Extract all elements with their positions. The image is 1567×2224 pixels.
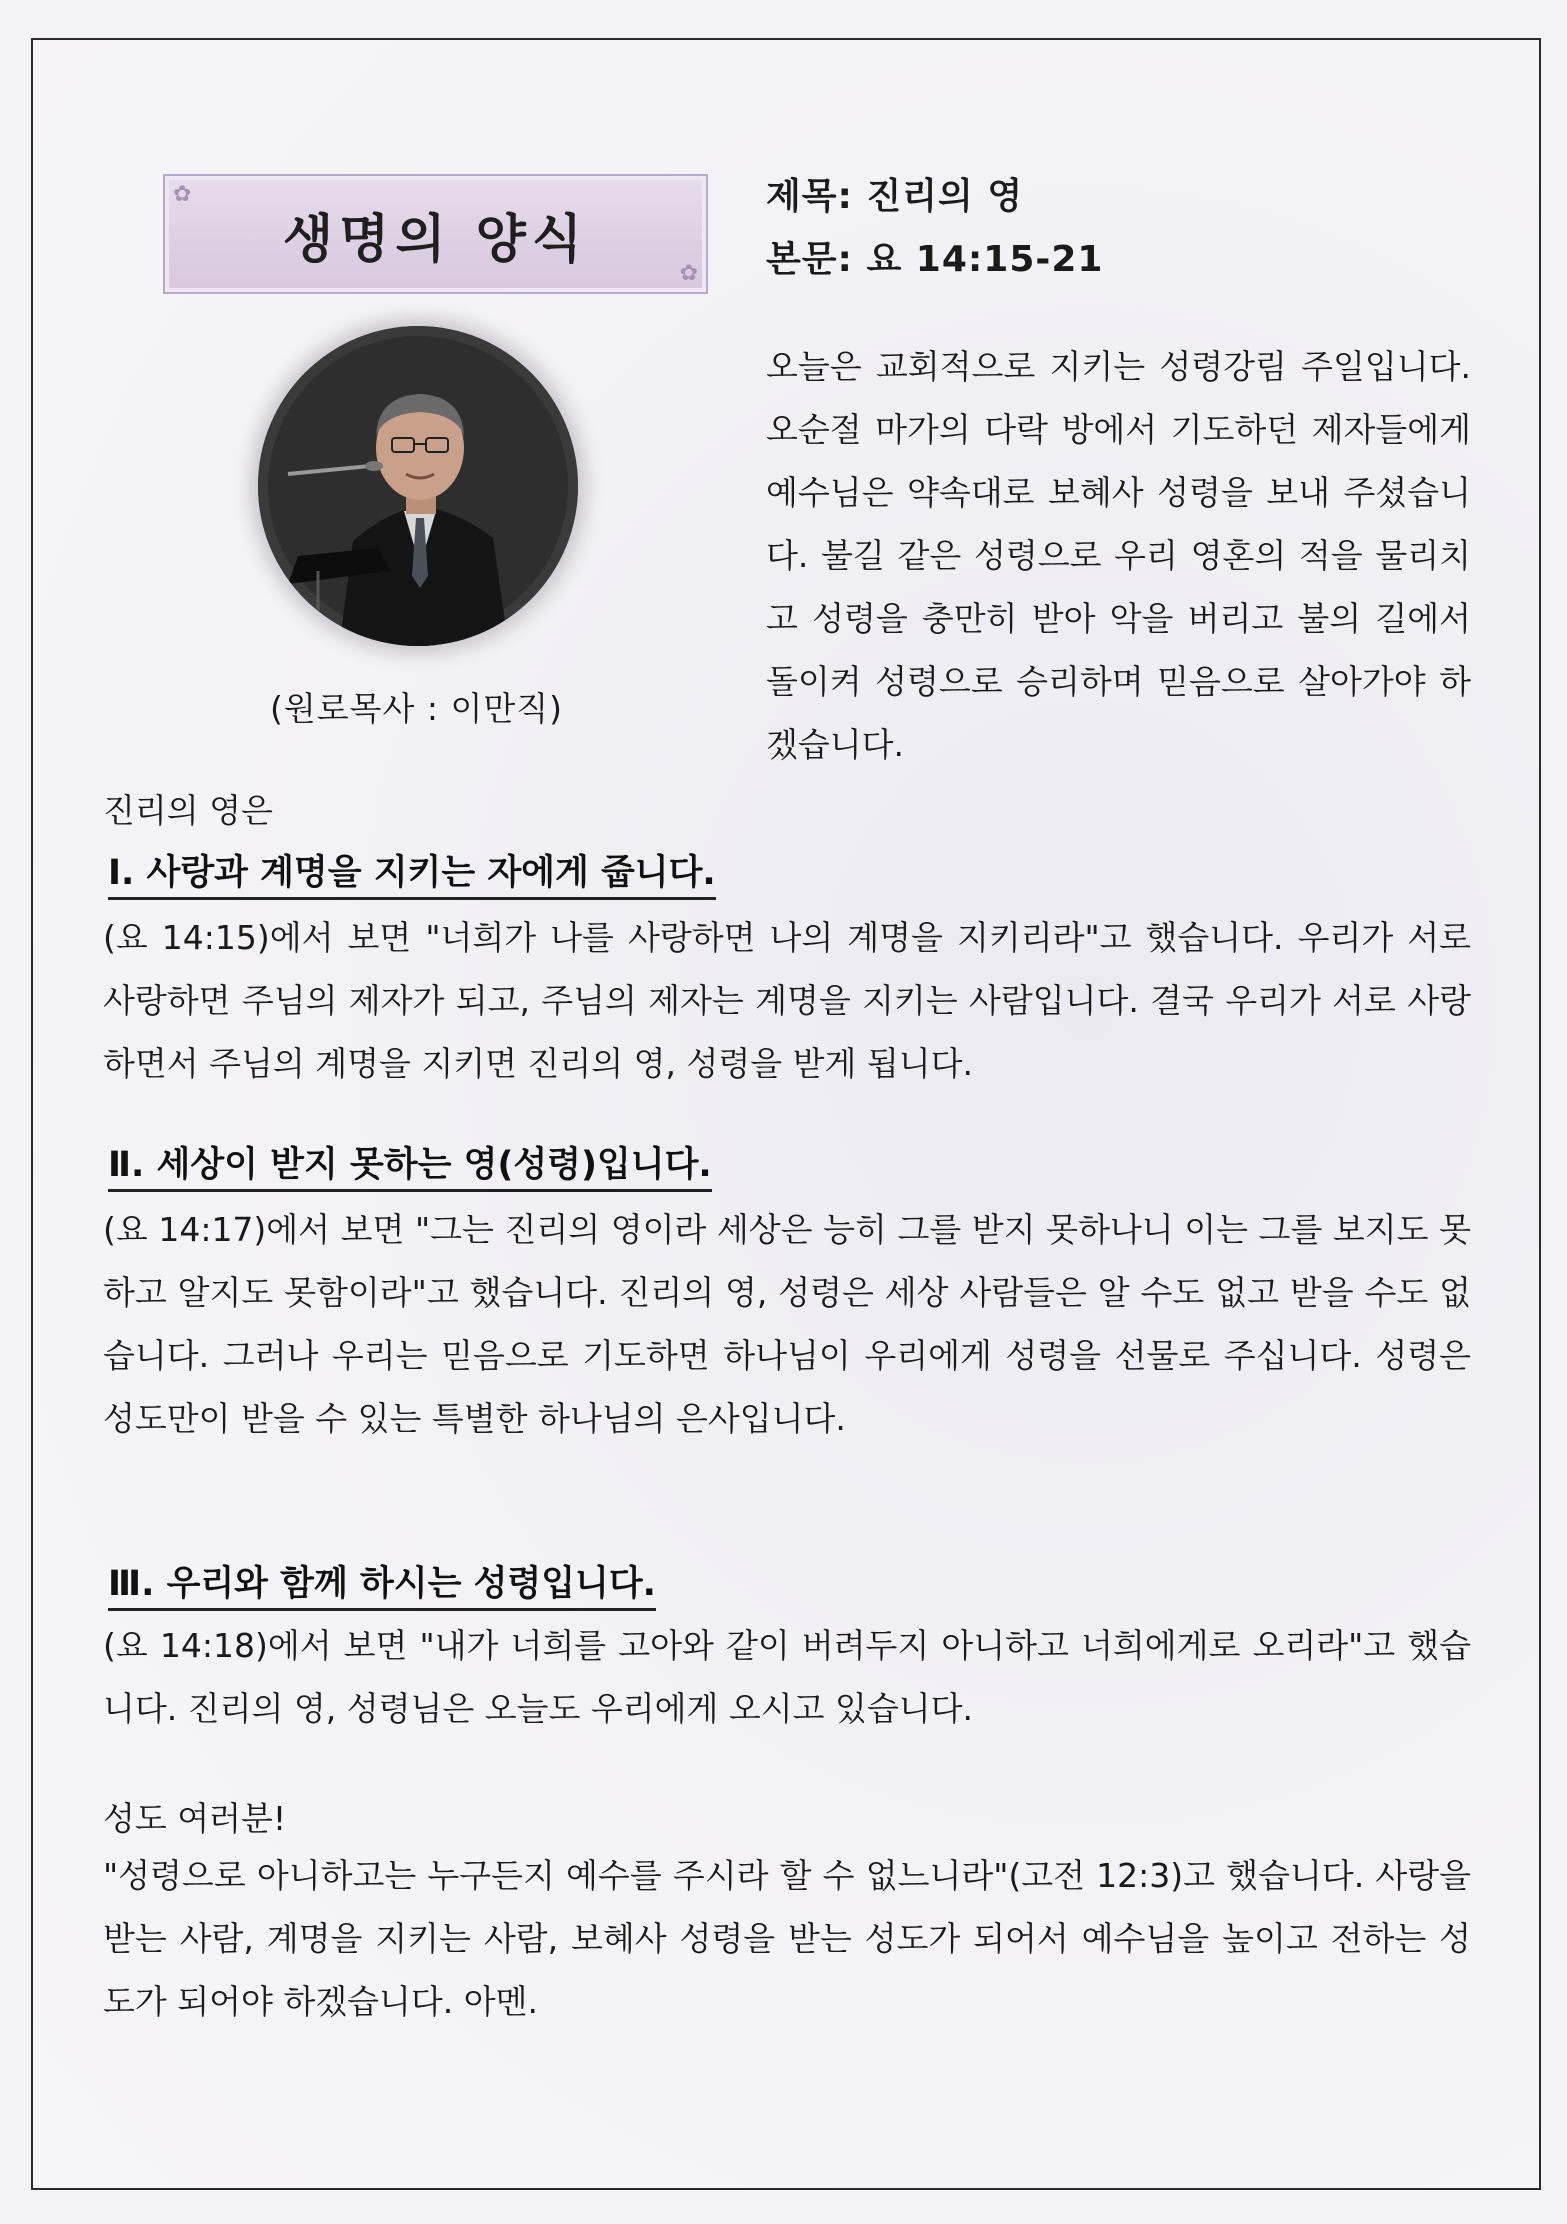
closing-greeting: 성도 여러분! xyxy=(103,1799,287,1838)
title-banner xyxy=(163,174,708,294)
intro-paragraph: 오늘은 교회적으로 지키는 성령강림 주일입니다. 오순절 마가의 다락 방에서 기도하던 제자들에게 예수님은 약속대로 보혜사 성령을 보내 주셨습니다. 불길 같은 성령으로 우리 영혼의 적을 물리치고 성령을 충만히 받아 악을 버리고 불의 길에서 돌이켜 성령으로 승리하며 믿음으로 살아가야 하겠습니다. xyxy=(766,347,1471,764)
sermon-subject: 제목: 진리의 영 xyxy=(766,176,1024,217)
section-2-paragraph: (요 14:17)에서 보면 "그는 진리의 영이라 세상은 능히 그를 받지 못하나니 이는 그를 보지도 못하고 알지도 못함이라"고 했습니다. 진리의 영, 성령은 세상 사람들은 알 수도 없고 받을 수도 없습니다. 그러나 우리는 믿음으로 기도하면 하나님이 우리에게 성령을 선물로 주십니다. 성령은 성도만이 받을 수 있는 특별한 하나님의 은사입니다. xyxy=(103,1210,1471,1438)
flower-ornament-icon: ✿ xyxy=(679,261,698,286)
banner-title: 생명의 양식 xyxy=(282,209,589,270)
section-3-heading: Ⅲ. 우리와 함께 하시는 성령입니다. xyxy=(108,1556,656,1611)
section-2-heading: Ⅱ. 세상이 받지 못하는 영(성령)입니다. xyxy=(108,1137,712,1192)
sermon-scripture: 본문: 요 14:15-21 xyxy=(766,239,1104,280)
pastor-portrait-illustration xyxy=(258,326,578,646)
section-3-paragraph: (요 14:18)에서 보면 "내가 너희를 고아와 같이 버려두지 아니하고 너희에게로 오리라"고 했습니다. 진리의 영, 성령님은 오늘도 우리에게 오시고 있습니다. xyxy=(103,1626,1471,1728)
closing-paragraph: "성령으로 아니하고는 누구든지 예수를 주시라 할 수 없느니라"(고전 12:3)고 했습니다. 사랑을 받는 사람, 계명을 지키는 사람, 보혜사 성령을 받는 성도가 되어서 예수님을 높이고 전하는 성도가 되어야 하겠습니다. 아멘. xyxy=(103,1856,1471,2021)
flower-ornament-icon: ✿ xyxy=(173,182,192,207)
lead-text: 진리의 영은 xyxy=(103,791,273,830)
photo-caption: (원로목사 : 이만직) xyxy=(270,689,563,728)
section-1-paragraph: (요 14:15)에서 보면 "너희가 나를 사랑하면 나의 계명을 지키리라"고 했습니다. 우리가 서로 사랑하면 주님의 제자가 되고, 주님의 제자는 계명을 지키는 사람입니다. 결국 우리가 서로 사랑하면서 주님의 계명을 지키면 진리의 영, 성령을 받게 됩니다. xyxy=(103,918,1471,1083)
pastor-photo xyxy=(258,326,578,646)
section-1-heading: Ⅰ. 사랑과 계명을 지키는 자에게 줍니다. xyxy=(108,845,716,900)
